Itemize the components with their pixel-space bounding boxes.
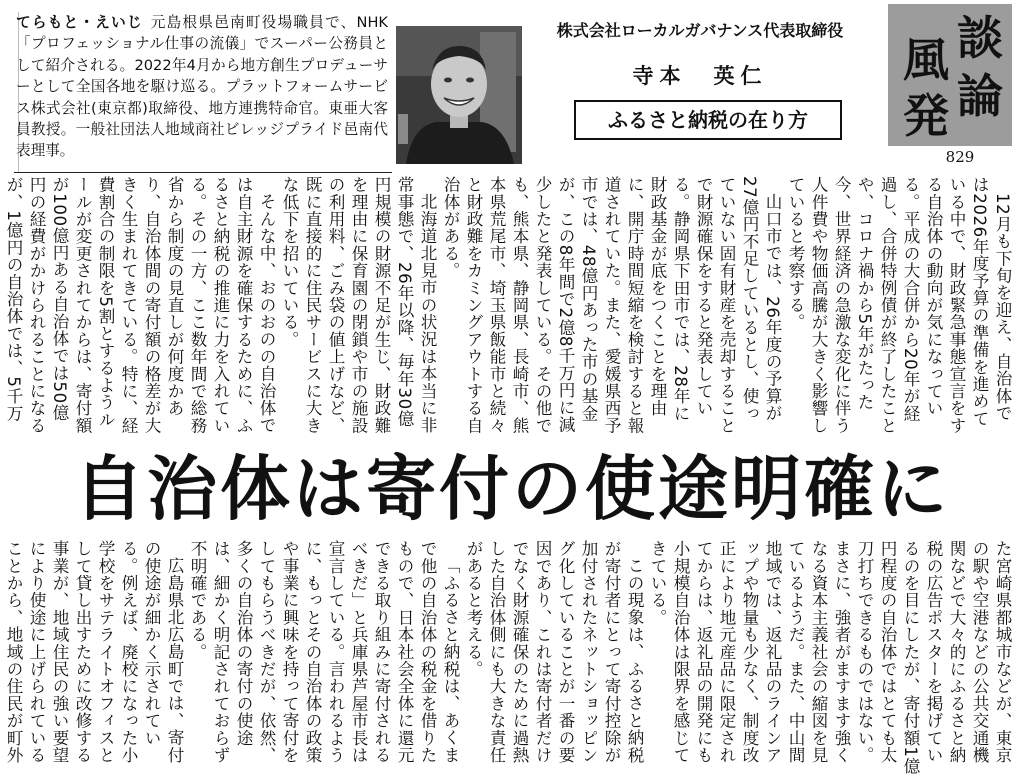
series-char-4: 発: [903, 89, 949, 143]
series-char-3: 風: [903, 33, 949, 87]
paragraph: そんな中、おのおのの自治体では自主財源を確保するために、ふるさと納税の推進に力を入れている。その一方、ここ数年間で総務省から制度の見直しが何度かあり、自治体間の寄付額の格差が大きく生まれてきている。特に、経費割合の制限を5割とするようルールが変更されてからは、寄付額が100億円ある自治体では50億円の経費がかけられることになるが、1億円の自治体では、5千万: [4, 176, 276, 434]
article-body-lower: [4, 540, 1014, 778]
author-name: 寺本 英仁: [632, 63, 768, 88]
author-photo: [396, 26, 522, 164]
profile-rule: [14, 172, 392, 173]
author-profile: [16, 12, 388, 164]
profile-text: 元島根県邑南町役場職員で、NHK「プロフェッショナル仕事の流儀」でスーパー公務員として紹介される。2022年4月から地方創生プロデューサーとして全国各地を駆け巡る。プラットフォームサービス株式会社(東京都)取締役、地方連携特命官。東亜大客員教授。一般社団法人地域商社ビレッジプライド邑南代表理事。: [16, 14, 388, 160]
series-badge: [888, 4, 1012, 146]
paragraph: この現象は、ふるさと納税が寄付者にとって寄付控除が加付されたネットショッピング化していることが一番の要因であり、これは寄付者だけでなく財源確保のために過熱した自治体側にも大きな責任があると考える。: [464, 540, 644, 764]
series-char-1: 談: [957, 11, 1003, 65]
paragraph: 北海道北見市の状況は本当に非常事態で、26年以降、毎年30億円規模の財源不足が生じ、財政難を理由に保育園の閉鎖や市の施設の利用料、ごみ袋の値上げなど、既に直接的に住民サービスに大きな低下を招いている。: [280, 176, 437, 434]
author-organization: 株式会社ローカルガバナンス代表取締役: [556, 21, 844, 40]
article-body-upper: [4, 176, 1014, 438]
profile-name: てらもと・えいじ: [16, 14, 143, 31]
series-number: 829: [945, 148, 975, 166]
series-char-2: 論: [957, 69, 1003, 123]
paragraph: 広島県北広島町では、寄付の使途が細かく示されている。例えば、廃校になった小学校をサテライトオフィスとして貸し出すために改修する事業が、地域住民の強い要望により使途に上げられていることから、地域の住民が町外: [4, 540, 184, 764]
paragraph: 「ふるさと納税は、あくまで他の自治体の税金を借りたもので、日本社会全体に還元できる取り組みに寄付されるべきだ」と兵庫県芦屋市長は宣言している。言われるように、もっとその自治体の政策や事業に興味を持って寄付をしてもらうべきだが、依然、多くの自治体の寄付の使途は、細かく明記されておらず不明確である。: [188, 540, 460, 764]
paragraph: 12月も下旬を迎え、自治体では2026年度予算の準備を進めている中で、財政緊急事態宣言をする自治体の動向が気になっている。平成の大合併から20年が経過し、合併特例債が終了したことや、コロナ禍から5年がたった今、世界経済の急激な変化に伴う人件費や物価高騰が大きく影響していると考察する。: [786, 176, 1012, 434]
article-title: ふるさと納税の在り方: [574, 100, 842, 140]
headline: 自治体は寄付の使途明確に: [74, 447, 950, 530]
paragraph: た宮崎県都城市などが、東京の駅や空港などの公共交通機関などで大々的にふるさと納税の広告ポスターを掲げているのを目にしたが、寄付額1億円程度の自治体ではとても太刀打ちできるものではない。まさに、強者がますます強くなる資本主義社会の縮図を見ているようだ。また、中山間地域では、返礼品のラインアップや物量も少なく、制度改正により地元産品に限定されてからは、返礼品の開発にも小規模自治体は限界を感じてきている。: [648, 540, 1012, 775]
paragraph: 山口市では、26年度の予算が27億円不足しているとし、使っていない固有財産を売却することで財源確保をすると発表している。静岡県下田市では、28年に財政基金が底をつくことを理由に、開庁時間短縮を検討すると報道されていた。また、愛媛県西予市では、48億円あった市の基金が、この8年間で2億8千万円に減少したと発表している。その他でも、熊本県、静岡県、長崎市、熊本県荒尾市、埼玉県飯能市と続々と財政難をカミングアウトする自治体がある。: [441, 176, 782, 434]
portrait-image: [396, 26, 522, 164]
